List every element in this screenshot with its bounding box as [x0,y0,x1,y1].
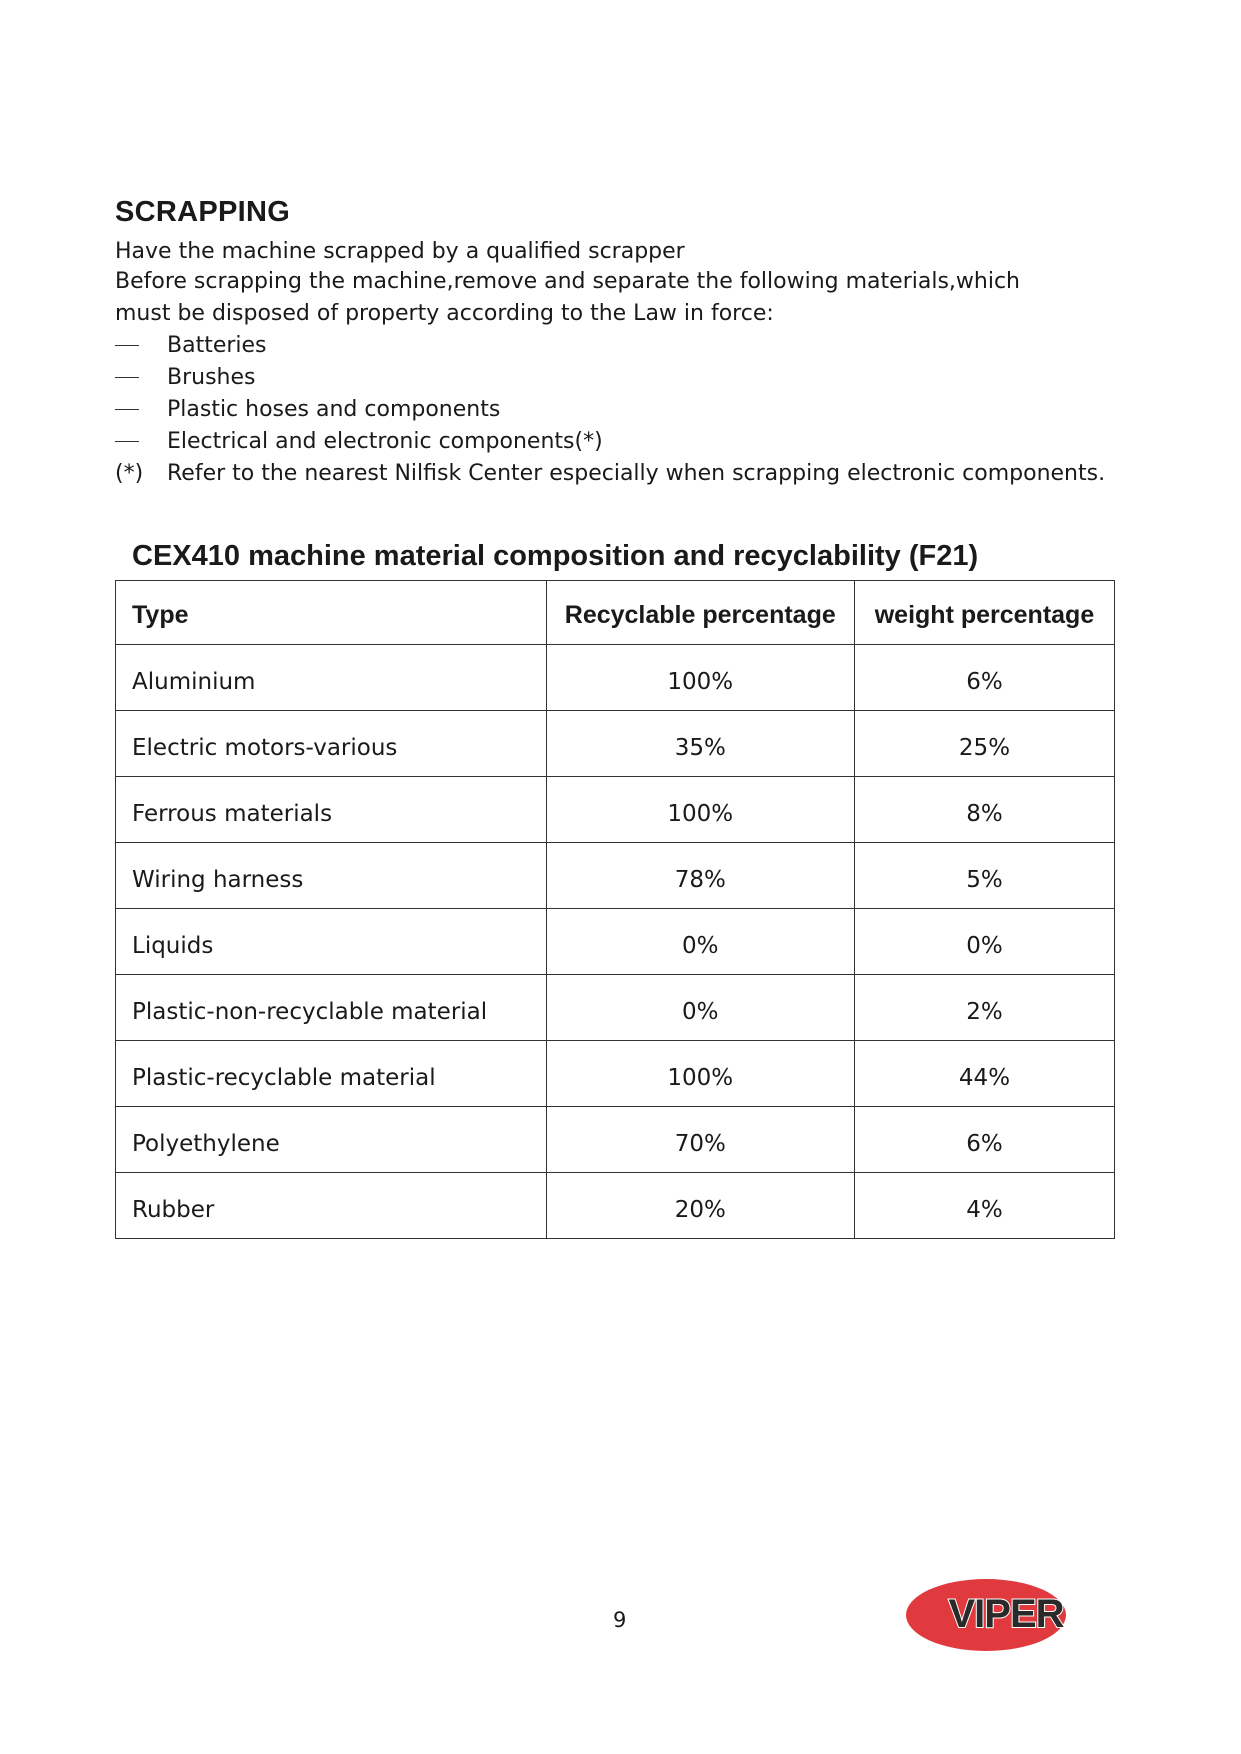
cell-recyclable: 100% [546,777,854,843]
section-title: SCRAPPING [115,196,291,228]
header-recyclable: Recyclable percentage [546,581,854,645]
page-number: 9 [613,1608,627,1632]
cell-type: Liquids [116,909,547,975]
cell-weight: 44% [854,1041,1114,1107]
composition-table [115,580,1115,1239]
table-row [116,1173,1115,1239]
table-row [116,843,1115,909]
dash-icon [115,345,139,346]
cell-type: Electric motors-various [116,711,547,777]
table-header-row [116,581,1115,645]
cell-type: Wiring harness [116,843,547,909]
cell-type: Aluminium [116,645,547,711]
cell-weight: 6% [854,1107,1114,1173]
cell-type: Plastic-non-recyclable material [116,975,547,1041]
cell-weight: 8% [854,777,1114,843]
dash-icon [115,377,139,378]
header-type: Type [116,581,547,645]
cell-type: Ferrous materials [116,777,547,843]
intro-text: Have the machine scrapped by a qualified scrapper [115,239,685,264]
cell-type: Rubber [116,1173,547,1239]
cell-weight: 6% [854,645,1114,711]
cell-type: Polyethylene [116,1107,547,1173]
cell-recyclable: 100% [546,645,854,711]
footnote-text: Refer to the nearest Nilfisk Center especially when scrapping electronic components. [167,461,1106,486]
table-row [116,645,1115,711]
cell-weight: 25% [854,711,1114,777]
dash-icon [115,409,139,410]
table-row [116,777,1115,843]
cell-weight: 2% [854,975,1114,1041]
footnote-marker: (*) [115,461,144,486]
viper-logo [902,1575,1102,1655]
table-row [116,909,1115,975]
cell-recyclable: 70% [546,1107,854,1173]
cell-recyclable: 35% [546,711,854,777]
cell-weight: 5% [854,843,1114,909]
cell-type: Plastic-recyclable material [116,1041,547,1107]
table-title: CEX410 machine material composition and recyclability (F21) [132,540,979,572]
cell-weight: 4% [854,1173,1114,1239]
cell-recyclable: 100% [546,1041,854,1107]
table-row [116,711,1115,777]
cell-recyclable: 0% [546,909,854,975]
table-row [116,975,1115,1041]
table-row [116,1041,1115,1107]
header-weight: weight percentage [854,581,1114,645]
logo-text: VIPER [948,1592,1064,1636]
cell-recyclable: 20% [546,1173,854,1239]
table-row [116,1107,1115,1173]
instruction-text: Before scrapping the machine,remove and separate the following materials,which must be disposed of property according to the Law in force: [115,269,1020,326]
cell-recyclable: 0% [546,975,854,1041]
dash-icon [115,441,139,442]
cell-weight: 0% [854,909,1114,975]
cell-recyclable: 78% [546,843,854,909]
